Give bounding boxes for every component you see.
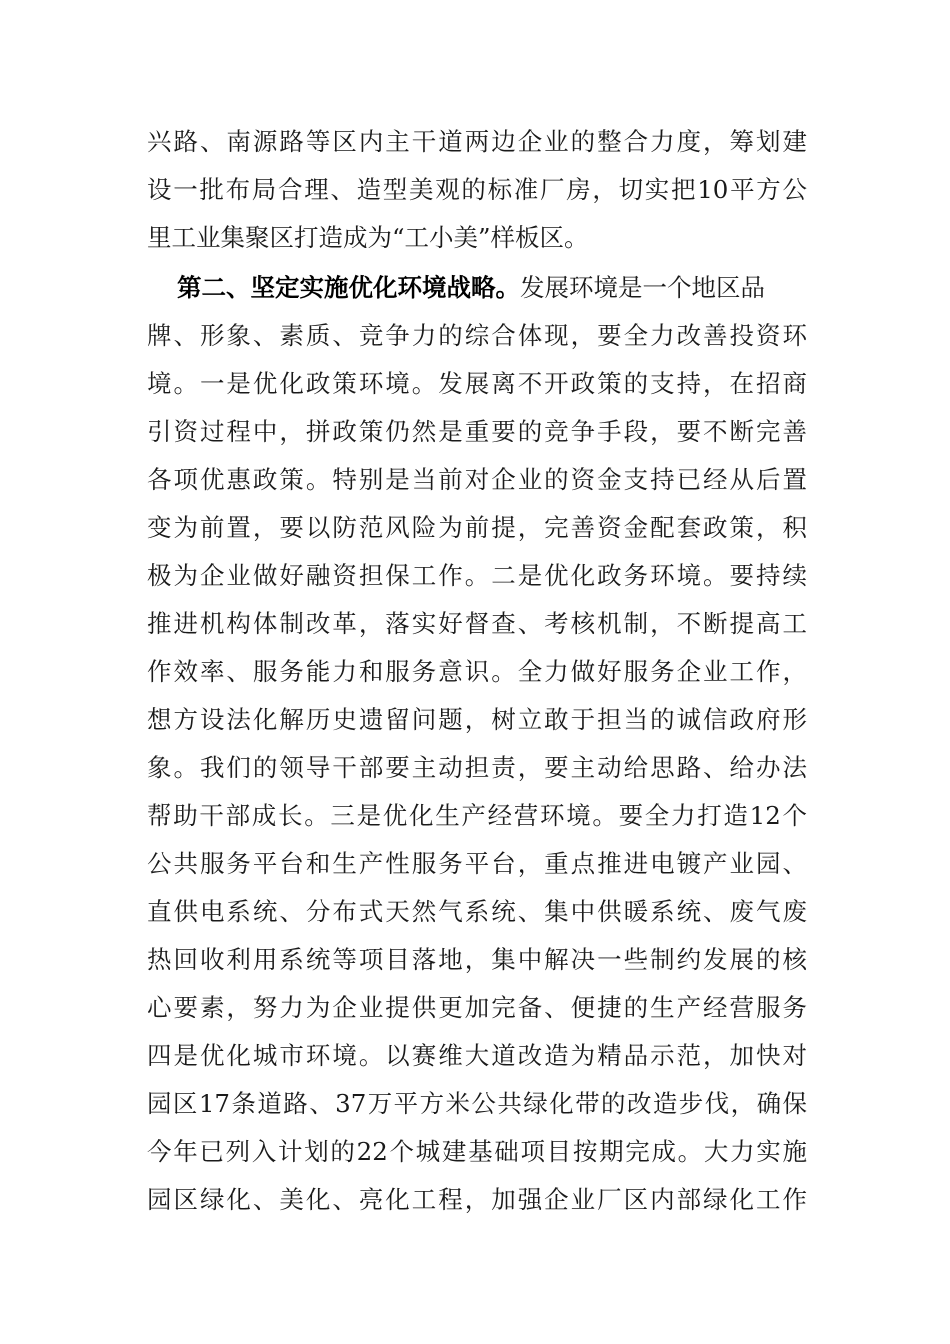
text-line: 里工业集聚区打造成为“工小美”样板区。	[147, 223, 589, 252]
text-line: 各项优惠政策。特别是当前对企业的资金支持已经从后置	[147, 465, 807, 494]
text-line: 园区绿化、美化、亮化工程，加强企业厂区内部绿化工作	[147, 1185, 807, 1214]
text-line: 帮助干部成长。三是优化生产经营环境。要全力打造12个	[147, 801, 807, 830]
text-line: 今年已列入计划的22个城建基础项目按期完成。大力实施	[147, 1137, 807, 1166]
text-line: 园区17条道路、37万平方米公共绿化带的改造步伐，确保	[147, 1089, 807, 1118]
text-line: 牌、形象、素质、竞争力的综合体现，要全力改善投资环	[147, 321, 807, 350]
text-span: 发展环境是一个地区品	[520, 273, 765, 302]
text-line: 变为前置，要以防范风险为前提，完善资金配套政策，积	[147, 513, 807, 542]
text-line: 兴路、南源路等区内主干道两边企业的整合力度，筹划建	[147, 127, 807, 156]
text-line: 推进机构体制改革，落实好督查、考核机制，不断提高工	[147, 609, 807, 638]
text-line: 象。我们的领导干部要主动担责，要主动给思路、给办法	[147, 753, 807, 782]
section-heading: 第二、坚定实施优化环境战略。	[177, 273, 520, 302]
paragraph-first-line	[177, 270, 807, 306]
text-line: 心要素，努力为企业提供更加完备、便捷的生产经营服务	[147, 993, 807, 1022]
text-line: 极为企业做好融资担保工作。二是优化政务环境。要持续	[147, 561, 807, 590]
text-line: 境。一是优化政策环境。发展离不开政策的支持，在招商	[147, 369, 807, 398]
text-line: 热回收利用系统等项目落地，集中解决一些制约发展的核	[147, 945, 807, 974]
text-line: 想方设法化解历史遗留问题，树立敢于担当的诚信政府形	[147, 705, 807, 734]
text-line: 四是优化城市环境。以赛维大道改造为精品示范，加快对	[147, 1041, 807, 1070]
text-line: 设一批布局合理、造型美观的标准厂房，切实把10平方公	[147, 175, 807, 204]
text-line: 直供电系统、分布式天然气系统、集中供暖系统、废气废	[147, 897, 807, 926]
text-line: 引资过程中，拼政策仍然是重要的竞争手段，要不断完善	[147, 417, 807, 446]
text-line: 公共服务平台和生产性服务平台，重点推进电镀产业园、	[147, 849, 807, 878]
text-line: 作效率、服务能力和服务意识。全力做好服务企业工作，	[147, 657, 807, 686]
